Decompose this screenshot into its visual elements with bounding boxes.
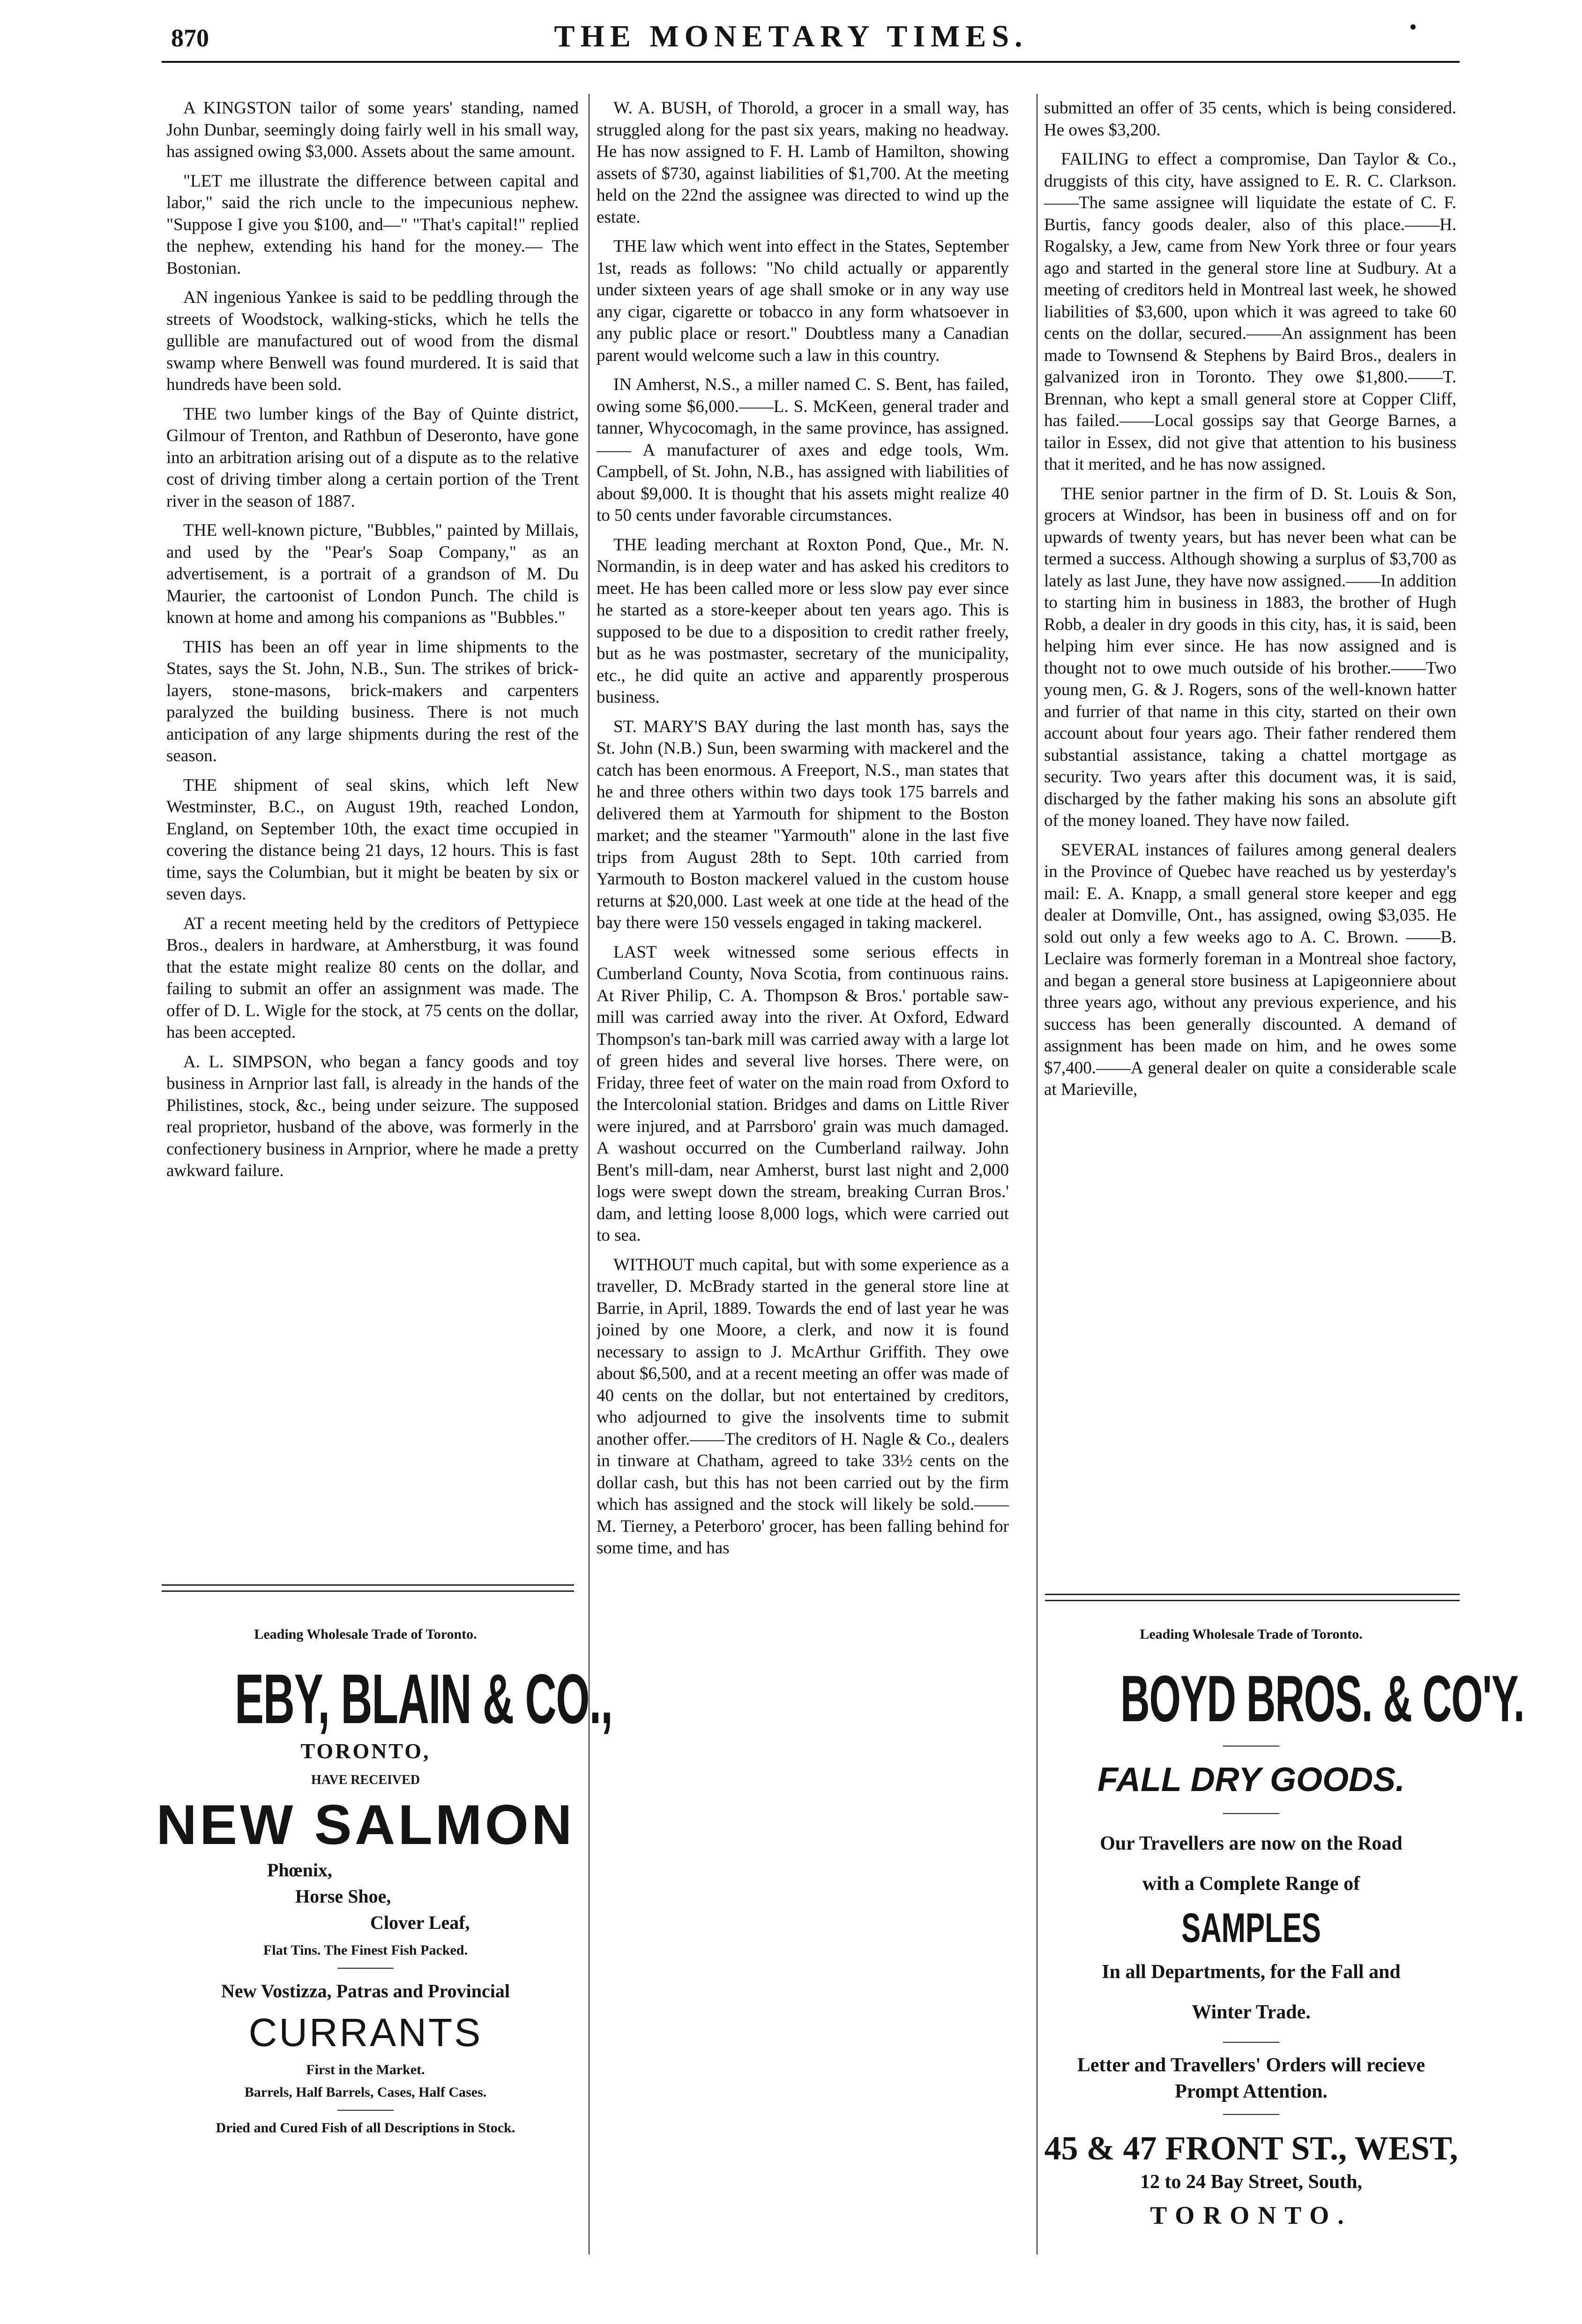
ad-samples: SAMPLES xyxy=(1181,1904,1321,1951)
advertisement-eby-blain xyxy=(155,1627,612,2136)
ad-rule-right-top xyxy=(1045,1594,1460,1595)
article-paragraph: FAILING to effect a compromise, Dan Taylor & Co., druggists of this city, have assigned to E. R. C. Clarkson.——The same assignee will liquidate the estate of C. F. Burtis, fancy goods dealer, also of this place.——H. Rogalsky, a Jew, came from New York three or four years ago and started in the general store line at Sudbury. At a meeting of creditors held in Montreal last week, he showed liabilities of $3,600, upon which it was agreed to take 60 cents on the dollar, secured.——An assignment has been made to Townsend & Stephens by Baird Bros., dealers in galvanized iron in Toronto. They owe $1,800.——T. Brennan, who kept a small general store at Copper Cliff, has failed.——Local gossips say that George Barnes, a tailor in Essex, did not give that attention to his business that it merited, and he has now assigned. xyxy=(1044,150,1456,474)
column-2 xyxy=(597,97,1009,2235)
ad-divider xyxy=(1223,2042,1279,2043)
ad-origin: New Vostizza, Patras and Provincial xyxy=(221,1980,510,2002)
article-paragraph: THE senior partner in the firm of D. St. Louis & Son, grocers at Windsor, has been in business off and on for upwards of twenty years, but has never been what can be termed a success. Although showing a surplus of $3,700 as lately as last June, they have now assigned.——In addition to starting him in business in 1883, the brother of Hugh Robb, a dealer in dry goods in this city, has, it is said, been helping him ever since. He has now assigned and is thought not to owe much outside of his brother.——Two young men, G. & J. Rogers, sons of the well-known hatter and furrier of that name in this city, started on their own account about four years ago. Their father rendered them substantial assistance, taking a chattel mortgage as security. Two years after this document was, it is said, discharged by the father making his sons an absolute gift of the money loaned. They have now failed. xyxy=(1044,484,1456,830)
ad-line: Letter and Travellers' Orders will recieve xyxy=(1077,2054,1425,2076)
article-paragraph: THE leading merchant at Roxton Pond, Que., Mr. N. Normandin, is in deep water and has asked his creditors to meet. He has been called more or less slow pay ever since he started as a store-keeper about ten years ago. This is supposed to be due to a disposition to credit rather freely, but as he was postmaster, secretary of the municipality, etc., he did quite an active and apparently prosperous business. xyxy=(597,535,1009,707)
ad-divider xyxy=(337,2110,394,2111)
ad-line: Winter Trade. xyxy=(1192,2002,1311,2023)
ad-fish: Dried and Cured Fish of all Descriptions in Stock. xyxy=(216,2120,515,2136)
ad-market: First in the Market. xyxy=(306,2062,425,2077)
ad-line: Prompt Attention. xyxy=(1175,2081,1328,2102)
article-paragraph: THE well-known picture, "Bubbles," painted by Millais, and used by the "Pear's Soap Company," as an advertisement, is a portrait of a grandson of M. Du Maurier, the cartoonist of London Punch. The child is known at home and among his companions as "Bubbles." xyxy=(166,521,579,627)
article-paragraph: IN Amherst, N.S., a miller named C. S. Bent, has failed, owing some $6,000.——L. S. McKeen, general trader and tanner, Whycocomagh, in the same province, has assigned.—— A manufacturer of axes and edge tools, Wm. Campbell, of St. John, N.B., has assigned with liabilities of about $9,000. It is thought that his assets might realize 40 to 50 cents under favorable circumstances. xyxy=(597,375,1009,525)
ad-brand: Horse Shoe, xyxy=(295,1886,391,1907)
ad-product: CURRANTS xyxy=(248,2010,483,2054)
ad-brand: Phœnix, xyxy=(267,1859,332,1881)
ad-city: TORONTO, xyxy=(300,1739,431,1763)
ad-packaging: Barrels, Half Barrels, Cases, Half Cases. xyxy=(244,2084,487,2100)
article-paragraph: THE two lumber kings of the Bay of Quinte district, Gilmour of Trenton, and Rathbun of Deseronto, have gone into an arbitration arising out of a dispute as to the relative cost of driving timber along a certain portion of the Trent river in the season of 1887. xyxy=(166,404,579,511)
ad-firm-name: EBY, BLAIN & CO., xyxy=(235,1659,612,1738)
ad-headline: FALL DRY GOODS. xyxy=(1097,1761,1405,1799)
ad-street: 12 to 24 Bay Street, South, xyxy=(1140,2171,1363,2193)
column-3 xyxy=(1044,97,1456,1567)
ad-city: TORONTO. xyxy=(1150,2201,1352,2229)
ad-rule-left-top xyxy=(162,1584,574,1586)
header-rule xyxy=(162,61,1460,63)
ad-firm-name: BOYD BROS. & CO'Y. xyxy=(1120,1662,1524,1735)
article-paragraph: W. A. BUSH, of Thorold, a grocer in a small way, has struggled along for the past six years, making no headway. He has now assigned to F. H. Lamb of Hamilton, showing assets of $730, against liabilities of $1,700. At the meeting held on the 22nd the assignee was directed to wind up the estate. xyxy=(597,98,1009,227)
ad-rule-left-bottom xyxy=(162,1590,574,1592)
article-paragraph: "LET me illustrate the difference between capital and labor," said the rich uncle to the impecunious nephew. "Suppose I give you $100, and—" "That's capital!" replied the nephew, extending his hand for the money.— The Bostonian. xyxy=(166,171,579,278)
article-paragraph: AT a recent meeting held by the creditors of Pettypiece Bros., dealers in hardware, at Amherstburg, it was found that the estate might realize 80 cents on the dollar, and failing to submit an offer an assignment was made. The offer of D. L. Wigle for the stock, at 75 cents on the dollar, has been accepted. xyxy=(166,914,579,1042)
column-divider-left xyxy=(589,94,590,2255)
ad-brand: Clover Leaf, xyxy=(370,1912,470,1933)
ad-divider xyxy=(337,1968,394,1969)
ad-note: Flat Tins. The Finest Fish Packed. xyxy=(263,1942,468,1958)
article-paragraph: LAST week witnessed some serious effects in Cumberland County, Nova Scotia, from continuous rains. At River Philip, C. A. Thompson & Bros.' portable saw-mill was carried away into the river. At Oxford, Edward Thompson's tan-bark mill was carried away with a large lot of green hides and several live horses. There were, on Friday, three feet of water on the main road from Oxford to the Intercolonial station. Bridges and dams on Little River were injured, and at Parrsboro' grain was much damaged. A washout occurred on the Cumberland railway. John Bent's mill-dam, near Amherst, burst last night and 2,000 logs were swept down the stream, breaking Curran Bros.' dam, and letting loose 8,000 logs, which were carried out to sea. xyxy=(597,942,1009,1245)
ad-headline: NEW SALMON xyxy=(156,1793,575,1856)
ink-dot xyxy=(1410,24,1416,30)
ad-divider xyxy=(1223,2114,1279,2115)
article-paragraph: A KINGSTON tailor of some years' standing, named John Dunbar, seemingly doing fairly well in his small way, has assigned owing $3,000. Assets about the same amount. xyxy=(166,98,579,161)
article-paragraph: SEVERAL instances of failures among general dealers in the Province of Quebec have reached us by yesterday's mail: E. A. Knapp, a small general store keeper and egg dealer at Domville, Ont., has assigned, owing $3,035. He sold out only a few weeks ago to A. C. Brown. ——B. Leclaire was formerly foreman in a Montreal shoe factory, and began a general store business at Lapigeonniere about three years ago, without any previous experience, and his success has been generally discounted. A demand of assignment has been made on him, and he owes some $7,400.——A general dealer on quite a considerable scale at Marieville, xyxy=(1044,840,1456,1099)
article-paragraph: A. L. SIMPSON, who began a fancy goods and toy business in Arnprior last fall, is already in the hands of the Philistines, stock, &c., being under seizure. The supposed real proprietor, husband of the above, was formerly in the confectionery business in Arnprior, where he made a pretty awkward failure. xyxy=(166,1052,579,1180)
ad-line: In all Departments, for the Fall and xyxy=(1102,1961,1401,1983)
ad-line: Our Travellers are now on the Road xyxy=(1100,1833,1403,1854)
column-1 xyxy=(166,97,579,1567)
article-paragraph: submitted an offer of 35 cents, which is being considered. He owes $3,200. xyxy=(1044,98,1456,140)
ad-rule-right-bottom xyxy=(1045,1600,1460,1601)
advertisement-boyd-bros xyxy=(1040,1627,1524,2230)
page-number: 870 xyxy=(171,24,209,52)
article-paragraph: THIS has been an off year in lime shipments to the States, says the St. John, N.B., Sun. The strikes of brick-layers, stone-masons, brick-makers and carpenters paralyzed the building business. There is not much anticipation of any large shipments during the rest of the season. xyxy=(166,637,579,765)
ad-caption: Leading Wholesale Trade of Toronto. xyxy=(254,1627,477,1642)
ad-divider xyxy=(1223,1746,1279,1747)
ad-address: 45 & 47 FRONT ST., WEST, xyxy=(1044,2129,1458,2167)
ad-received: HAVE RECEIVED xyxy=(311,1773,420,1787)
article-paragraph: THE law which went into effect in the States, September 1st, reads as follows: "No child actually or apparently under sixteen years of age shall smoke or in any way use any cigar, cigarette or tobacco in any form whatsoever in any public place or resort." Doubtless many a Canadian parent would welcome such a law in this country. xyxy=(597,237,1009,365)
article-paragraph: AN ingenious Yankee is said to be peddling through the streets of Woodstock, walking-sticks, which he tells the gullible are manufactured out of wood from the dismal swamp where Benwell was found murdered. It is said that hundreds have been sold. xyxy=(166,288,579,394)
article-paragraph: ST. MARY'S BAY during the last month has, says the St. John (N.B.) Sun, been swarming with mackerel and the catch has been enormous. A Freeport, N.S., man states that he and three others within two days took 175 barrels and delivered them at Yarmouth for shipment to the Boston market; and the steamer "Yarmouth" alone in the last five trips from August 28th to Sept. 10th carried from Yarmouth to Boston mackerel valued in the custom house returns at $20,000. Last week at one tide at the head of the bay there were 150 vessels engaged in taking mackerel. xyxy=(597,717,1009,932)
article-paragraph: WITHOUT much capital, but with some experience as a traveller, D. McBrady started in the general store line at Barrie, in April, 1889. Towards the end of last year he was joined by one Moore, a clerk, and now it is found necessary to assign to J. McArthur Griffith. They owe about $6,500, and at a recent meeting an offer was made of 40 cents on the dollar, but not entertained by creditors, who adjourned to give the insolvents time to submit another offer.——The creditors of H. Nagle & Co., dealers in tinware at Chatham, agreed to take 33½ cents on the dollar cash, but this has not been carried out by the firm which has assigned and the stock will likely be sold.——M. Tierney, a Peterboro' grocer, has been falling behind for some time, and has xyxy=(597,1255,1009,1558)
ad-caption: Leading Wholesale Trade of Toronto. xyxy=(1140,1627,1363,1642)
ad-line: with a Complete Range of xyxy=(1142,1873,1360,1895)
masthead-title: THE MONETARY TIMES. xyxy=(554,19,1028,53)
article-paragraph: THE shipment of seal skins, which left New Westminster, B.C., on August 19th, reached London, England, on September 10th, the exact time occupied in covering the distance being 21 days, 12 hours. This is fast time, says the Columbian, but it might be beaten by six or seven days. xyxy=(166,775,579,904)
ad-divider xyxy=(1223,1813,1279,1814)
